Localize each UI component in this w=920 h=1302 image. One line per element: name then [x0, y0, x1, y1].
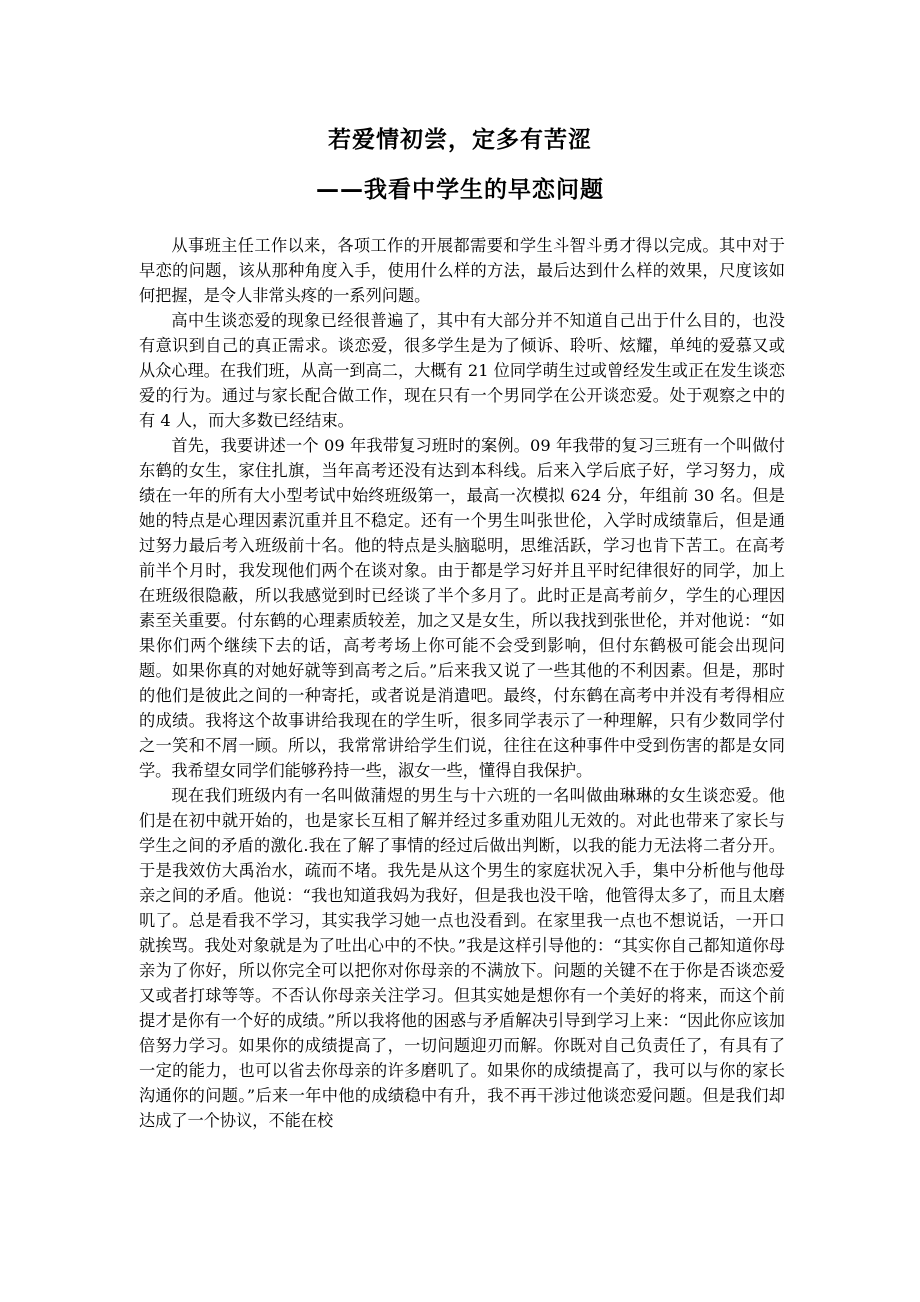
paragraph: 高中生谈恋爱的现象已经很普遍了，其中有大部分并不知道自己出于什么目的，也没有意识到自己的真正需求。谈恋爱，很多学生是为了倾诉、聆听、炫耀，单纯的爱慕又或从众心理。在我们班，从高一到高二，大概有 21 位同学萌生过或曾经发生或正在发生谈恋爱的行为。通过与家长配合做工作，现在只有一个男同学在公开谈恋爱。处于观察之中的有 4 人，而大多数已经结束。 — [139, 311, 786, 430]
document-title: 若爱情初尝，定多有苦涩 — [328, 127, 592, 153]
document-body — [139, 233, 785, 1133]
paragraph: 首先，我要讲述一个 09 年我带复习班时的案例。09 年我带的复习三班有一个叫做付东鹤的女生，家住扎旗，当年高考还没有达到本科线。后来入学后底子好，学习努力，成绩在一年的所有大小型考试中始终班级第一，最高一次模拟 624 分，年组前 30 名。但是她的特点是心理因素沉重并且不稳定。还有一个男生叫张世伦，入学时成绩靠后，但是通过努力最后考入班级前十名。他的特点是头脑聪明，思维活跃，学习也肯下苦工。在高考前半个月时，我发现他们两个在谈对象。由于都是学习好并且平时纪律很好的同学，加上在班级很隐蔽，所以我感觉到时已经谈了半个多月了。此时正是高考前夕，学生的心理因素至关重要。付东鹤的心理素质较差，加之又是女生，所以我找到张世伦，并对他说：“如果你们两个继续下去的话，高考考场上你可能不会受到影响，但付东鹤极可能会出现问题。如果你真的对她好就等到高考之后。”后来我又说了一些其他的不利因素。但是，那时的他们是彼此之间的一种寄托，或者说是消遣吧。最终，付东鹤在高考中并没有考得相应的成绩。我将这个故事讲给我现在的学生听，很多同学表示了一种理解，只有少数同学付之一笑和不屑一顾。所以，我常常讲给学生们说，往往在这种事件中受到伤害的都是女同学。我希望女同学们能够矜持一些，淑女一些，懂得自我保护。 — [139, 436, 785, 780]
paragraph: 从事班主任工作以来，各项工作的开展都需要和学生斗智斗勇才得以完成。其中对于早恋的问题，该从那种角度入手，使用什么样的方法，最后达到什么样的效果，尺度该如何把握，是令人非常头疼的一系列问题。 — [139, 236, 785, 305]
paragraph: 现在我们班级内有一名叫做蒲煜的男生与十六班的一名叫做曲琳琳的女生谈恋爱。他们是在初中就开始的，也是家长互相了解并经过多重劝阻儿无效的。对此也带来了家长与学生之间的矛盾的激化.我在了解了事情的经过后做出判断，以我的能力无法将二者分开。于是我效仿大禹治水，疏而不堵。我先是从这个男生的家庭状况入手，集中分析他与他母亲之间的矛盾。他说：“我也知道我妈为我好，但是我也没干啥，他管得太多了，而且太磨叽了。总是看我不学习，其实我学习她一点也没看到。在家里我一点也不想说话，一开口就挨骂。我处对象就是为了吐出心中的不快。”我是这样引导他的：“其实你自己都知道你母亲为了你好，所以你完全可以把你对你母亲的不满放下。问题的关键不在于你是否谈恋爱又或者打球等等。不否认你母亲关注学习。但其实她是想你有一个美好的将来，而这个前提才是你有一个好的成绩。”所以我将他的困惑与矛盾解决引导到学习上来：“因此你应该加倍努力学习。如果你的成绩提高了，一切问题迎刃而解。你既对自己负责任了，有具有了一定的能力，也可以省去你母亲的许多磨叽了。如果你的成绩提高了，我可以与你的家长沟通你的问题。”后来一年中他的成绩稳中有升，我不再干涉过他谈恋爱问题。但是我们却达成了一个协议，不能在校 — [139, 786, 785, 1130]
document-subtitle: ——我看中学生的早恋问题 — [316, 177, 604, 203]
